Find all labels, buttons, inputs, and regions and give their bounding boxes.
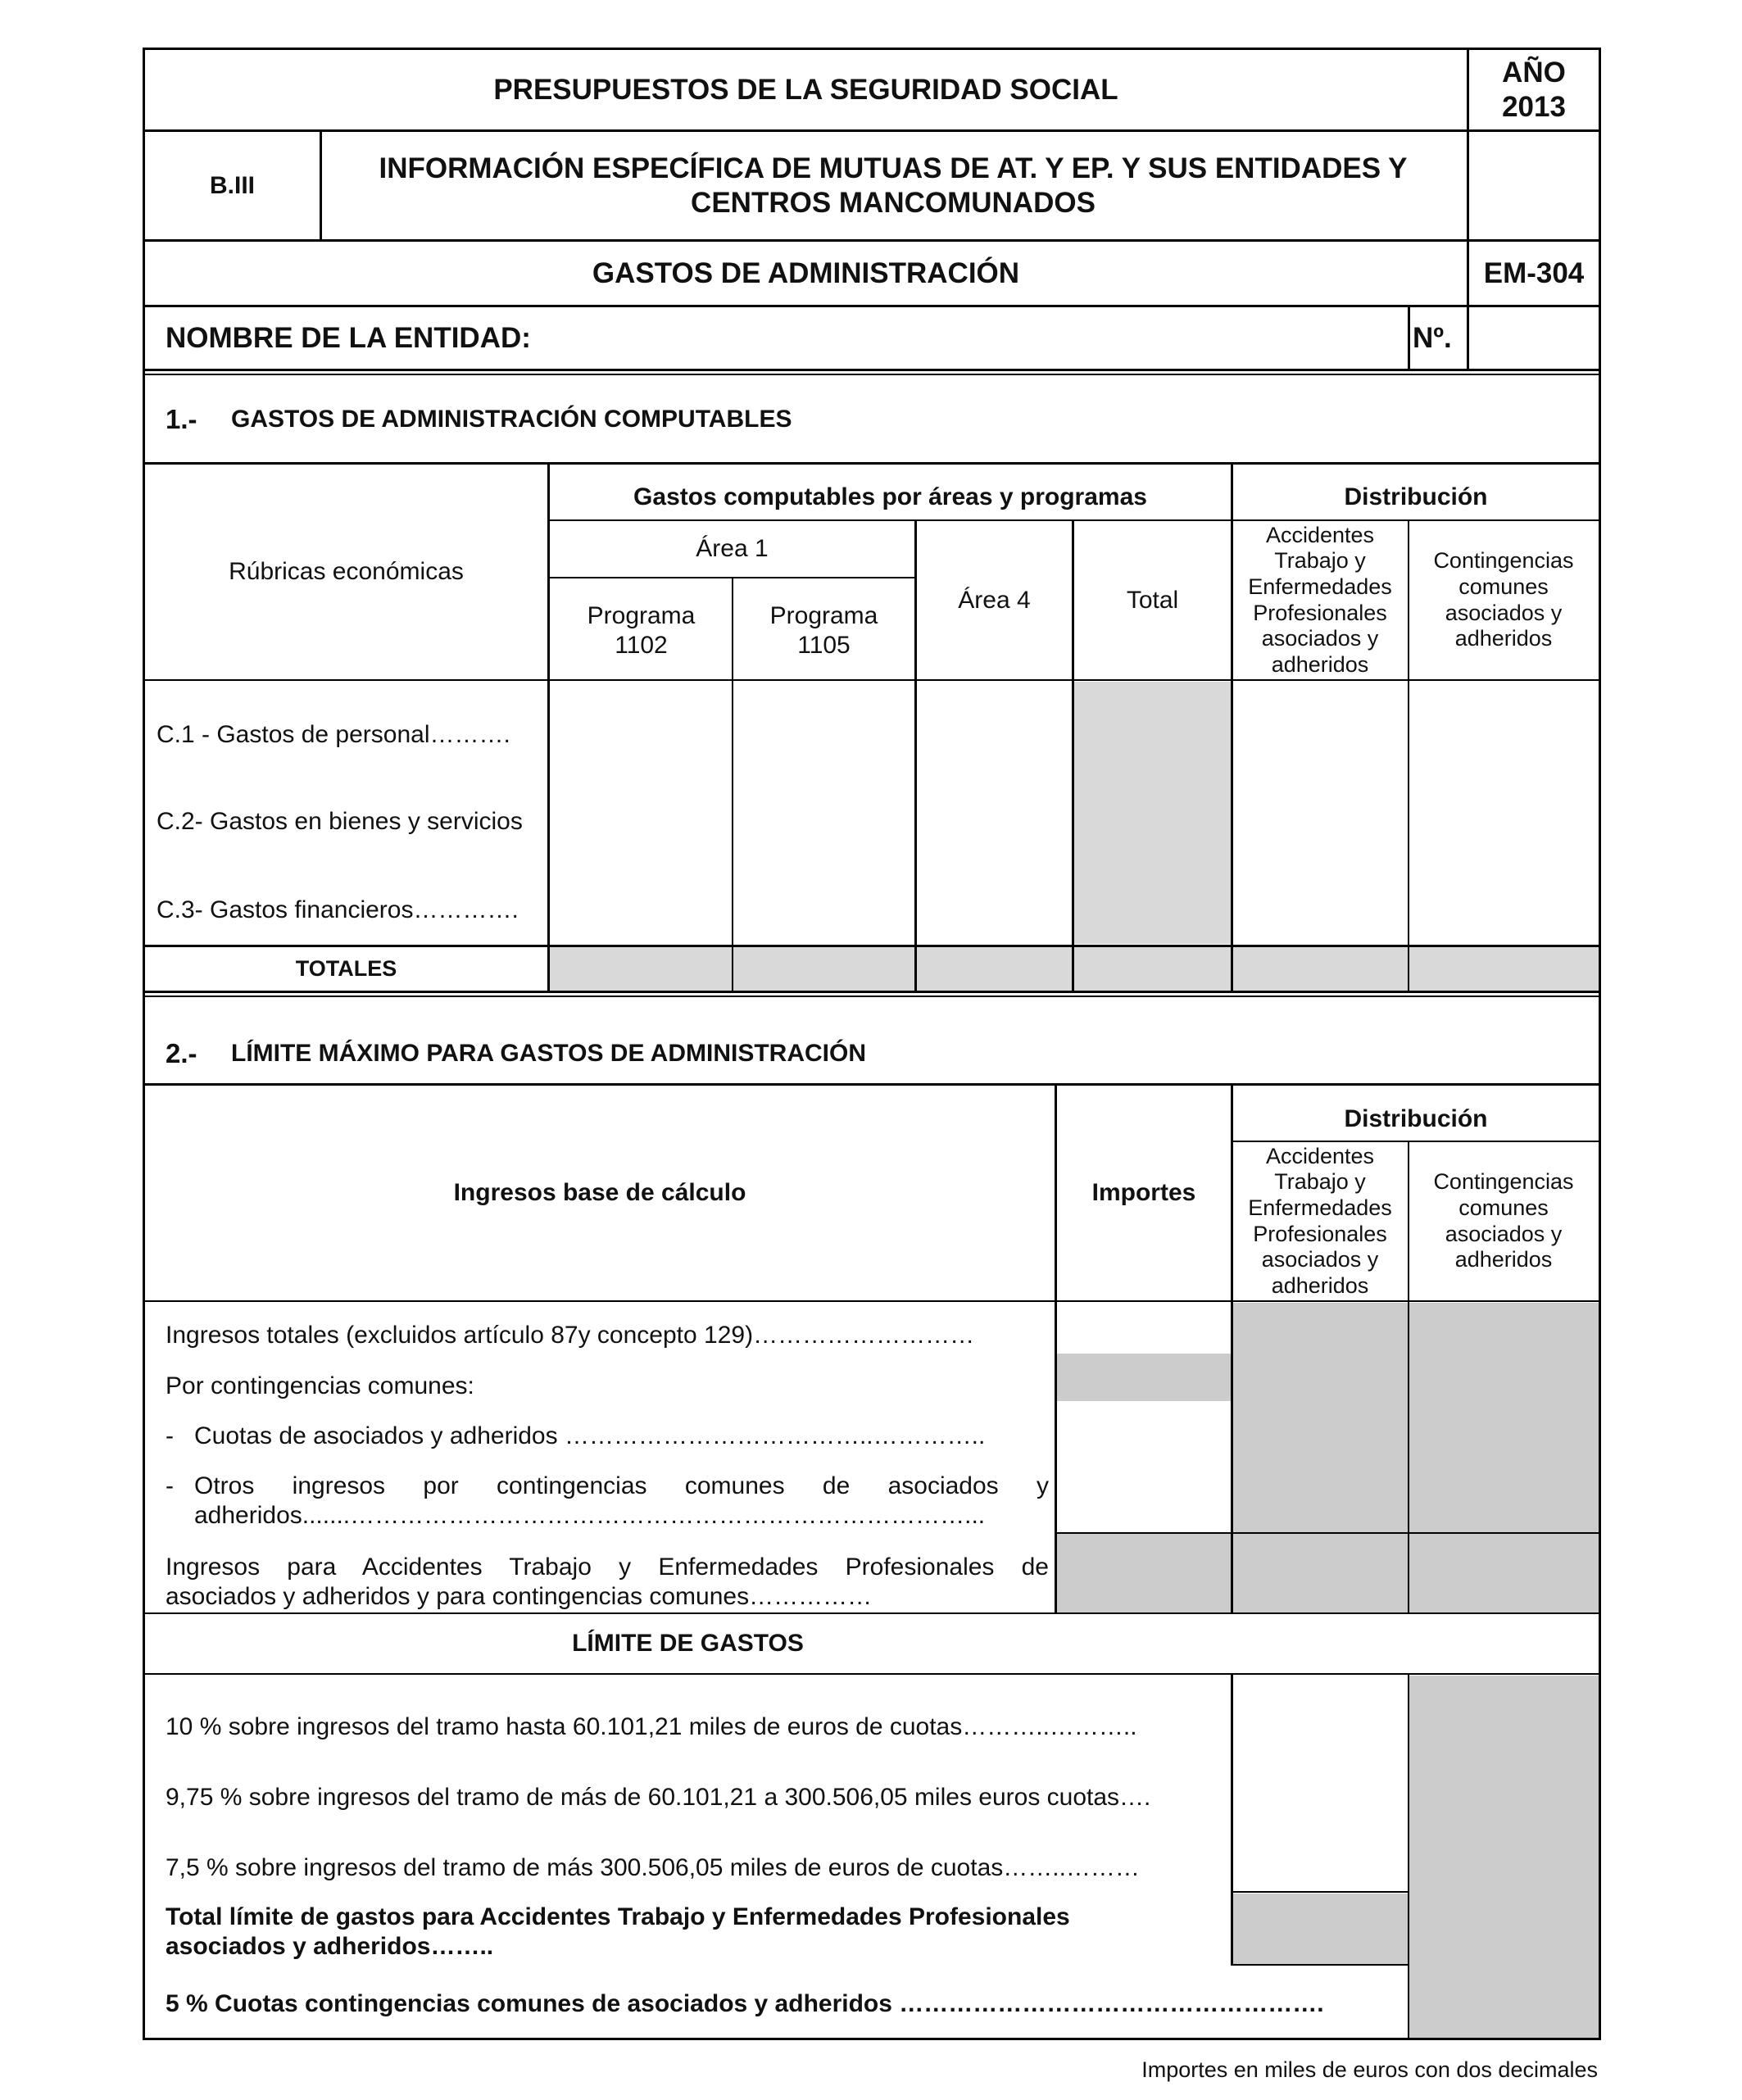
entity-name-label: NOMBRE DE LA ENTIDAD: (166, 322, 531, 354)
year-label-text: AÑO (1502, 56, 1566, 88)
form-code: EM-304 (1483, 256, 1585, 289)
area1-header: Área 1 (696, 535, 769, 562)
ingresos-shade-cc (1409, 1303, 1599, 1614)
row-ingresos-atep-line2: asociados y adheridos y para contingencias comunes…………… (166, 1583, 873, 1610)
distribucion-header: Distribución (1344, 483, 1488, 510)
footer-note: Importes en miles de euros con dos decimales (1141, 2057, 1598, 2082)
total-limite-line1: Total límite de gastos para Accidentes Trabajo y Enfermedades Profesionales (166, 1903, 1070, 1930)
atep-header: Accidentes Trabajo y Enfermedades Profesionales asociados y adheridos (1248, 522, 1392, 677)
row-otros-dash: - (166, 1472, 174, 1499)
row-gastos-financieros: C.3- Gastos financieros…………. (157, 896, 519, 923)
cc2-header: Contingencias comunes asociados y adheridos (1433, 1169, 1574, 1272)
row-otros-ingresos-line2: adheridos.......…………………………………………………………………... (194, 1502, 986, 1529)
total-limite-line2: asociados y adheridos…….. (166, 1933, 494, 1960)
total-limite-shade (1233, 1894, 1408, 1964)
total-header: Total (1126, 586, 1179, 614)
row-ingresos-atep-line1: Ingresos para Accidentes Trabajo y Enfermedades Profesionales de (166, 1553, 1049, 1581)
atep-importe-shade (1057, 1534, 1231, 1614)
limite-gastos-title: LÍMITE DE GASTOS (572, 1630, 804, 1657)
cc-header: Contingencias comunes asociados y adheridos (1433, 548, 1574, 651)
total-column-shade (1074, 682, 1231, 944)
section2-number: 2.- (166, 1038, 197, 1068)
section-code: B.III (209, 171, 255, 199)
gastos-computables-header: Gastos computables por áreas y programas (633, 483, 1147, 510)
form-title: GASTOS DE ADMINISTRACIÓN (592, 256, 1020, 289)
page-title: PRESUPUESTOS DE LA SEGURIDAD SOCIAL (493, 73, 1118, 106)
section-title: INFORMACIÓN ESPECÍFICA DE MUTUAS DE AT. Y EP. Y SUS ENTIDADES Y CENTROS MANCOMUNADOS (379, 152, 1408, 219)
row-por-contingencias-comunes: Por contingencias comunes: (166, 1372, 474, 1399)
row-gastos-bienes-servicios: C.2- Gastos en bienes y servicios (157, 808, 523, 835)
ingresos-shade-atep (1233, 1303, 1408, 1614)
row-cuotas-dash: - (166, 1422, 174, 1449)
programa-1105-header: Programa 1105 (769, 602, 878, 659)
programa-1102-header: Programa 1102 (587, 602, 696, 659)
atep2-header: Accidentes Trabajo y Enfermedades Profesionales asociados y adheridos (1248, 1143, 1392, 1298)
limite-row-10pct: 10 % sobre ingresos del tramo hasta 60.101,21 miles de euros de cuotas………..……….. (166, 1713, 1137, 1740)
row-gastos-personal: C.1 - Gastos de personal………. (157, 721, 510, 748)
section1-title: GASTOS DE ADMINISTRACIÓN COMPUTABLES (231, 406, 792, 433)
row-ingresos-totales: Ingresos totales (excluidos artículo 87y concepto 129)……………………… (166, 1322, 975, 1349)
row-otros-ingresos-line1: Otros ingresos por contingencias comunes de asociados y (194, 1472, 1049, 1499)
rubricas-header: Rúbricas económicas (229, 558, 464, 585)
importes-header: Importes (1091, 1179, 1196, 1206)
limite-cc-shade (1409, 1676, 1599, 2038)
totals-row-label: TOTALES (295, 956, 397, 982)
section1-number: 1.- (166, 404, 197, 434)
year-label (1469, 50, 1599, 129)
entity-number-label: Nº. (1413, 322, 1452, 354)
section2-title: LÍMITE MÁXIMO PARA GASTOS DE ADMINISTRACIÓN (231, 1040, 867, 1067)
year-value: 2013 (1502, 90, 1566, 123)
por-cc-importe-shade (1057, 1354, 1231, 1401)
ingresos-base-header: Ingresos base de cálculo (453, 1179, 746, 1206)
cinco-pct-cuotas: 5 % Cuotas contingencias comunes de asociados y adheridos ……………………………………………. (166, 1990, 1324, 2017)
limite-row-75pct: 7,5 % sobre ingresos del tramo de más 300.506,05 miles de euros de cuotas……..……… (166, 1854, 1140, 1881)
row-cuotas-asociados: Cuotas de asociados y adheridos ………………………………..………….. (194, 1422, 986, 1449)
distribucion2-header: Distribución (1344, 1105, 1488, 1132)
limite-row-975pct: 9,75 % sobre ingresos del tramo de más de 60.101,21 a 300.506,05 miles euros cuotas…. (166, 1784, 1151, 1811)
area4-header: Área 4 (958, 586, 1031, 614)
